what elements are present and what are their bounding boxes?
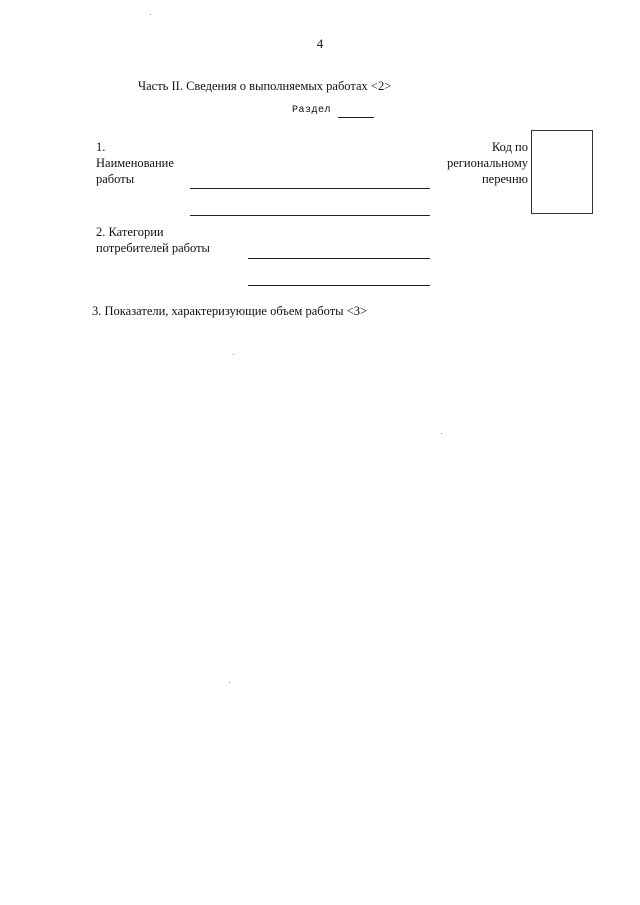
consumer-categories-label-line1: 2. Категории [96, 225, 164, 239]
consumer-categories-input-line-1 [248, 258, 430, 259]
work-name-input-line-2 [190, 215, 430, 216]
work-name-label-line2: работы [96, 172, 135, 186]
section-number-blank [338, 117, 374, 118]
regional-code-label-line1: Код по [491, 140, 528, 154]
scan-speck [229, 682, 230, 683]
regional-code-label-line3: перечню [481, 172, 528, 186]
scan-speck [441, 433, 442, 434]
scan-speck [233, 354, 234, 355]
work-name-label-line1: Наименование [96, 156, 174, 170]
part-title: Часть II. Сведения о выполняемых работах <2> [138, 79, 392, 93]
scan-speck [150, 14, 151, 15]
regional-code-box [531, 130, 593, 214]
work-name-input-line-1 [190, 188, 430, 189]
regional-code-label [447, 139, 528, 187]
regional-code-label-line2: региональному [446, 156, 528, 170]
work-name-number: 1. [96, 140, 106, 154]
indicators-heading: 3. Показатели, характеризующие объем работы <3> [92, 304, 368, 318]
section-label: Раздел [292, 105, 332, 116]
page-number: 4 [316, 36, 324, 51]
consumer-categories-label-line2: потребителей работы [96, 241, 210, 255]
consumer-categories-input-line-2 [248, 285, 430, 286]
